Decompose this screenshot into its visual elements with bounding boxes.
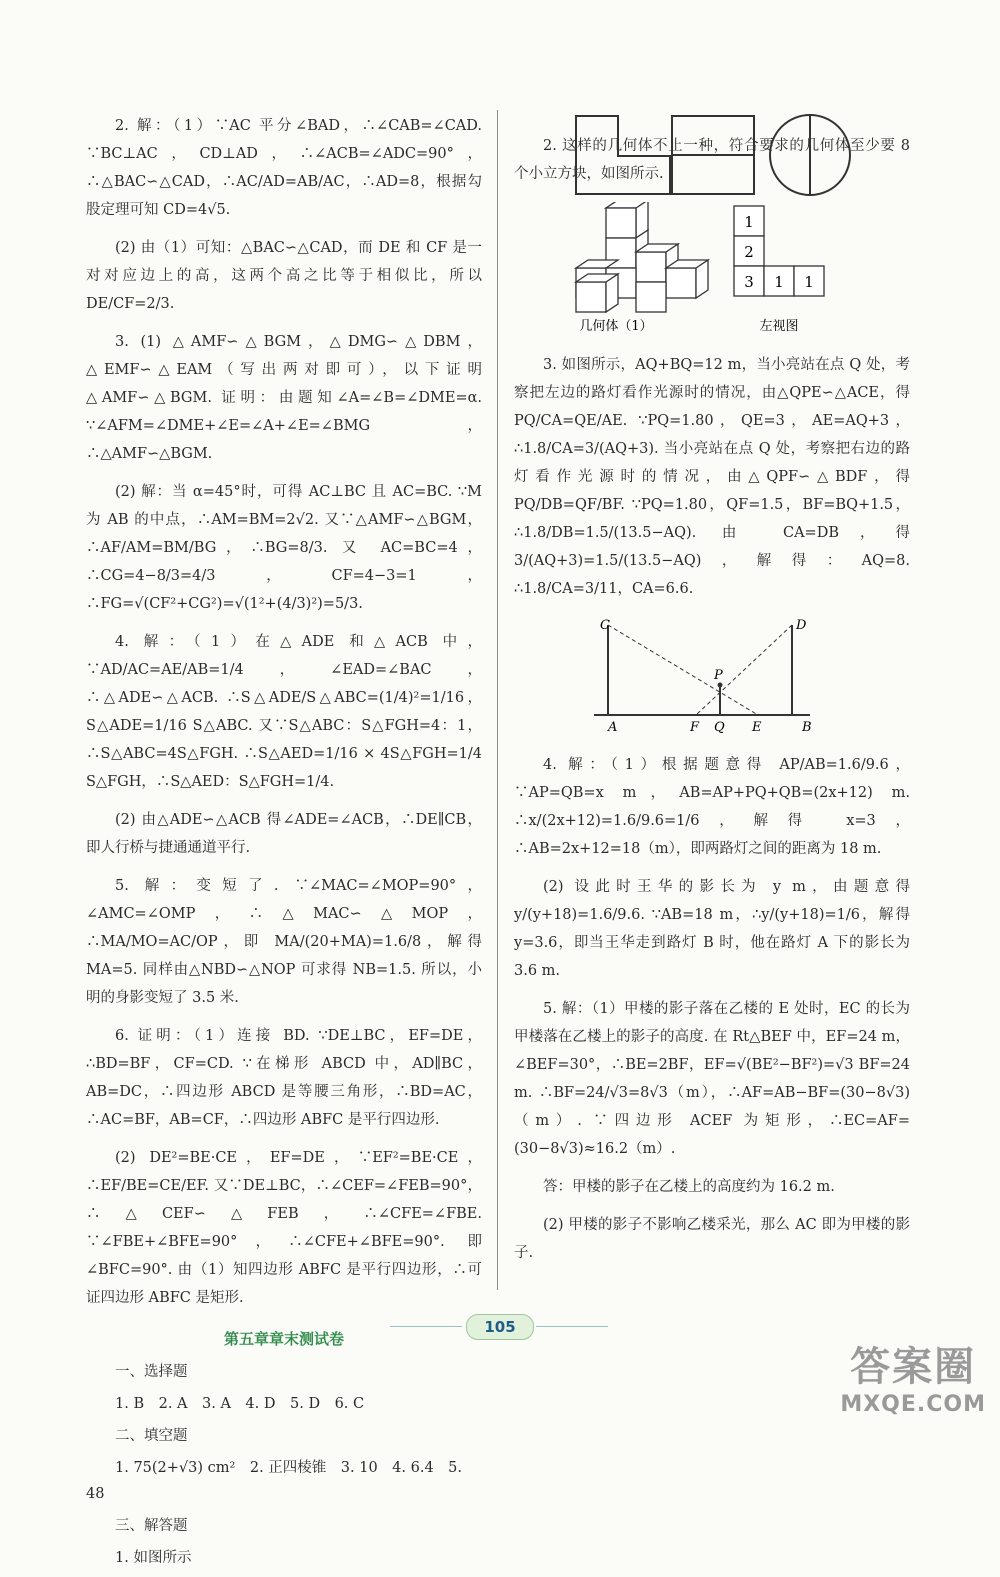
answer-r4-part2: (2) 设此时王华的影长为 y m，由题意得 y/(y+18)=1.6/9.6. ∵AB=18 m，∴y/(y+18)=1/6，解得 y=3.6，即当王华走到路灯 B 时，他在路灯 A 下的影长为 3.6 m. xyxy=(514,879,910,979)
label-D: D xyxy=(796,618,807,633)
answer-r5-answer: 答：甲楼的影子在乙楼上的高度约为 16.2 m. xyxy=(543,1179,835,1195)
label-A: A xyxy=(608,720,618,735)
solid-caption: 几何体（1） xyxy=(579,319,653,334)
answer-r3: 3. 如图所示，AQ+BQ=12 m，当小亮站在点 Q 处，考察把左边的路灯看作光源时的情况，由△QPE∽△ACE，得 PQ/CA=QE/AE. ∵PQ=1.80，QE=3，AE=AQ+3，∴1.8/CA=3/(AQ+3). 当小亮站在点 Q 处，考察把右边的路灯看作光源时的情况，由△QPF∽△BDF，得 PQ/DB=QF/BF. ∵PQ=1.80，QF=1.5，BF=BQ+1.5，∴1.8/DB=1.5/(13.5−AQ). 由 CA=DB，得 3/(AQ+3)=1.5/(13.5−AQ)，解得：AQ=8. ∴1.8/CA=3/11，CA=6.6. xyxy=(514,357,910,597)
solve-1: 1. 如图所示 xyxy=(115,1550,192,1566)
watermark-text: 答案圈 xyxy=(850,1344,977,1390)
section-title: 第五章章末测试卷 xyxy=(223,1330,344,1348)
heading-solve: 三、解答题 xyxy=(115,1518,188,1534)
answer-3-part2: (2) 解：当 α=45°时，可得 AC⊥BC 且 AC=BC. ∵M 为 AB 的中点，∴AM=BM=2√2. 又∵△AMF∽△BGM，∴AF/AM=BM/BG，∴BG=8/3. 又 AC=BC=4，∴CG=4−8/3=4/3，CF=4−3=1，∴FG=√(CF²+CG²)=√(1²+(4/3)²)=5/3. xyxy=(86,484,482,612)
three-views-row xyxy=(514,110,910,200)
label-B: B xyxy=(802,720,812,735)
watermark-url: MXQE.COM xyxy=(840,1392,986,1417)
label-E: E xyxy=(752,720,762,735)
fill-answers: 1. 75(2+√3) cm² 2. 正四棱锥 3. 10 4. 6.4 5. 48 xyxy=(86,1460,463,1502)
answer-r2: 2. 这样的几何体不止一种，符合要求的几何体至少要 8 个小立方块，如图所示. xyxy=(514,138,910,182)
label-F: F xyxy=(690,720,700,735)
page-number: 105 xyxy=(466,1314,534,1340)
label-C: C xyxy=(600,618,610,633)
solid-and-side-view-figure xyxy=(514,202,910,337)
answer-6-part2: (2) DE²=BE·CE，EF=DE，∵EF²=BE·CE，∴EF/BE=CE/EF. 又∵DE⊥BC，∴∠CEF=∠FEB=90°，∴△CEF∽△FEB，∴∠CFE=∠FBE. ∵∠FBE+∠BFE=90°，∴∠CFE+∠BFE=90°. 即∠BFC=90°. 由（1）知四边形 ABFC 是平行四边形，∴可证四边形 ABFC 是矩形. xyxy=(86,1150,482,1306)
label-Q: Q xyxy=(714,720,725,735)
choice-answers: 1. B 2. A 3. A 4. D 5. D 6. C xyxy=(115,1396,365,1412)
front-view-l-shape xyxy=(576,116,670,194)
answer-r5-part2: (2) 甲楼的影子不影响乙楼采光，那么 AC 即为甲楼的影子. xyxy=(514,1217,910,1261)
footer-decoration-left xyxy=(390,1326,462,1327)
watermark-logo xyxy=(840,1335,986,1417)
answer-6-part1: 6. 证明：（1）连接 BD. ∵DE⊥BC，EF=DE，∴BD=BF，CF=CD. ∵在梯形 ABCD 中，AD∥BC，AB=DC，∴四边形 ABCD 是等腰三角形，∴BD=AC，∴AC=BF，AB=CF，∴四边形 ABFC 是平行四边形. xyxy=(86,1028,482,1128)
grid-cell-4: 1 xyxy=(774,273,784,291)
answer-2-part2: (2) 由（1）可知：△BAC∽△CAD，而 DE 和 CF 是一对对应边上的高，这两个高之比等于相似比，所以 DE/CF=2/3. xyxy=(86,240,482,312)
grid-cell-5: 1 xyxy=(804,273,814,291)
solid-figure xyxy=(576,202,708,312)
grid-cell-1: 1 xyxy=(744,213,754,231)
left-column xyxy=(86,112,482,1577)
answer-r5-part1: 5. 解：（1）甲楼的影子落在乙楼的 E 处时，EC 的长为甲楼落在乙楼上的影子的高度. 在 Rt△BEF 中，EF=24 m，∠BEF=30°，∴BE=2BF，EF=√(BE²−BF²)=√3 BF=24 m. ∴BF=24/√3=8√3（m），∴AF=AB−BF=(30−8√3)（m）. ∵四边形 ACEF 为矩形，∴EC=AF=(30−8√3)≈16.2（m）. xyxy=(514,1001,910,1157)
answer-2-part1: 2. 解：（1）∵AC 平分∠BAD，∴∠CAB=∠CAD. ∵BC⊥AC，CD⊥AD，∴∠ACB=∠ADC=90°，∴△BAC∽△CAD，∴AC/AD=AB/AC，∴AD=8，根据勾股定理可知 CD=4√5. xyxy=(86,118,482,218)
footer-decoration-right xyxy=(536,1326,608,1327)
column-divider xyxy=(497,110,498,1290)
grid-cell-3: 3 xyxy=(744,273,754,291)
answer-4-part1: 4. 解：（1）在△ADE 和△ACB 中，∵AD/AC=AE/AB=1/4，∠EAD=∠BAC，∴△ADE∽△ACB. ∴S△ADE/S△ABC=(1/4)²=1/16，S△ADE=1/16 S△ABC. 又∵S△ABC：S△FGH=4：1，∴S△ABC=4S△FGH. ∴S△AED=1/16 × 4S△FGH=1/4 S△FGH，∴S△AED：S△FGH=1/4. xyxy=(86,634,482,790)
answer-r4-part1: 4. 解：（1）根据题意得 AP/AB=1.6/9.6，∵AP=QB=x m，AB=AP+PQ+QB=(2x+12) m. ∴x/(2x+12)=1.6/9.6=1/6，解得 x=3，∴AB=2x+12=18（m），即两路灯之间的距离为 18 m. xyxy=(514,757,910,857)
street-light-figure xyxy=(514,617,910,737)
heading-choice: 一、选择题 xyxy=(115,1364,188,1380)
answer-5: 5. 解：变短了. ∵∠MAC=∠MOP=90°，∠AMC=∠OMP，∴△MAC∽△MOP，∴MA/MO=AC/OP，即 MA/(20+MA)=1.6/8，解得 MA=5. 同样由△NBD∽△NOP 可求得 NB=1.5. 所以，小明的身影变短了 3.5 米. xyxy=(86,878,482,1006)
heading-fill: 二、填空题 xyxy=(115,1428,188,1444)
grid-cell-2: 2 xyxy=(744,243,754,261)
side-view-caption: 左视图 xyxy=(759,319,799,334)
answer-4-part2: (2) 由△ADE∽△ACB 得∠ADE=∠ACB，∴DE∥CB，即人行桥与捷通通道平行. xyxy=(86,812,482,856)
answer-3-part1: 3. (1) △AMF∽△BGM，△DMG∽△DBM，△EMF∽△EAM（写出两对即可），以下证明△AMF∽△BGM. 证明：由题知∠A=∠B=∠DME=α. ∵∠AFM=∠DME+∠E=∠A+∠E=∠BMG，∴△AMF∽△BGM. xyxy=(86,334,482,462)
label-P: P xyxy=(714,668,723,683)
